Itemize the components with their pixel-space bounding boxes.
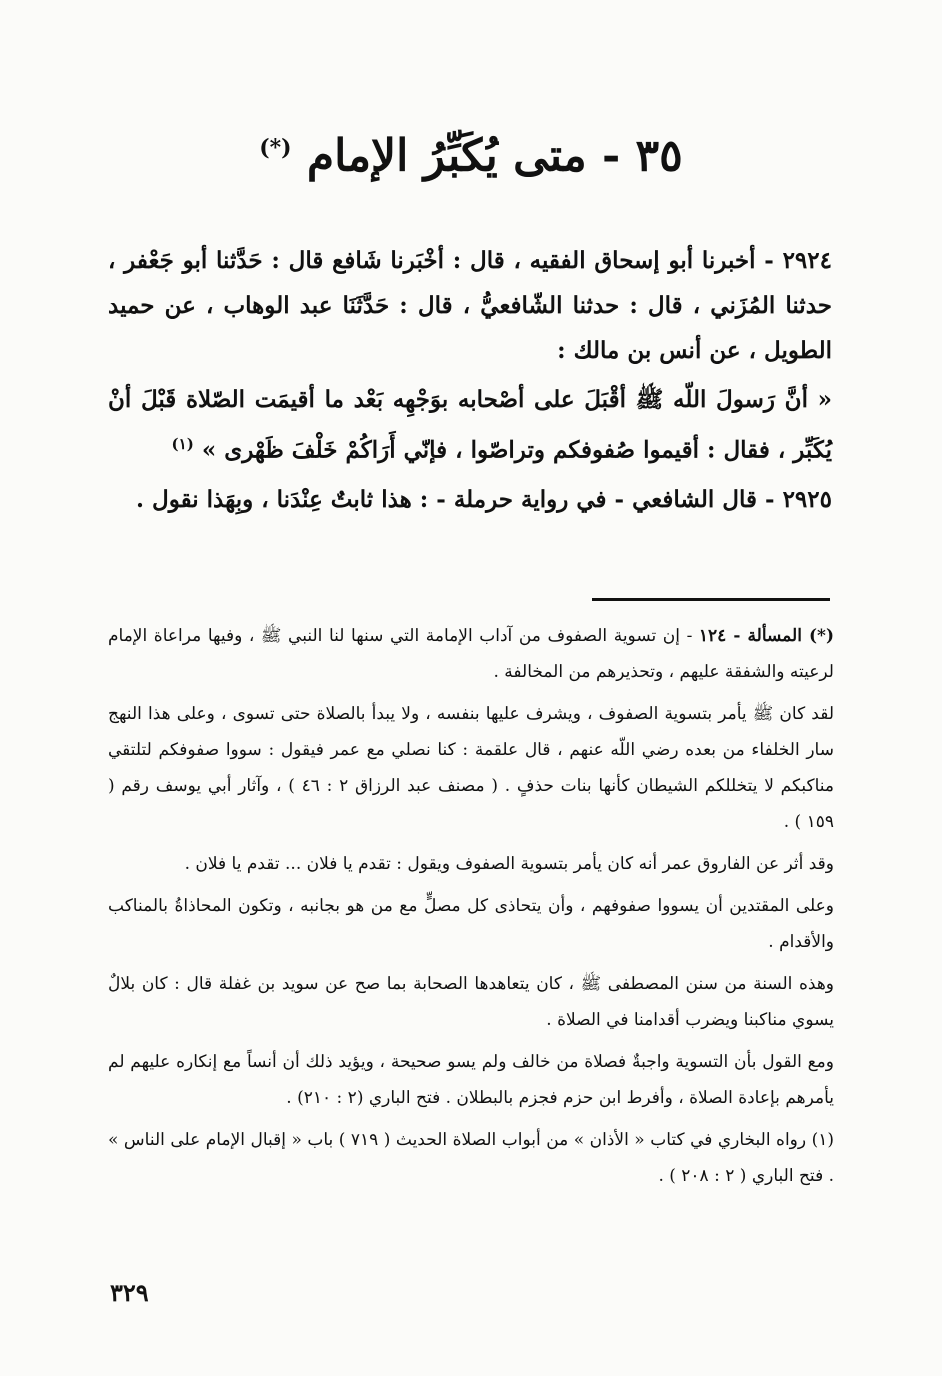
footnote-ref-1: (١) [171, 435, 194, 453]
footnote-paragraph-5: وهذه السنة من سنن المصطفى ﷺ ، كان يتعاهدها الصحابة بما صح عن سويد بن غفلة قال : كان بلالٌ يسوي مناكبنا ويضرب أقدامنا في الصلاة . [108, 974, 834, 1030]
hadith-2925: ٢٩٢٥ - قال الشافعي - في رواية حرملة - : هذا ثابتٌ عِنْدَنا ، وبِهَذا نقول . [135, 485, 832, 513]
footnote-separator [592, 598, 830, 601]
main-text [108, 238, 832, 522]
footnote-paragraph-2: لقد كان ﷺ يأمر بتسوية الصفوف ، ويشرف عليها بنفسه ، ولا يبدأ بالصلاة حتى تسوى ، وعلى هذا النهج سار الخلفاء من بعده رضي اللّه عنهم ، قال علقمة : كنا نصلي مع عمر فيقول : سووا صفوفكم لتلتقي مناكبكم لا يتخللكم الشيطان كأنها بنات حذفٍ . ( مصنف عبد الرزاق ٢ : ٤٦ ) ، وآثار أبي يوسف رقم ( ١٥٩ ) . [108, 704, 834, 832]
hadith-2924-isnad: ٢٩٢٤ - أخبرنا أبو إسحاق الفقيه ، قال : أخْبَرنا شَافع قال : حَدَّثنا أبو جَعْفر ، حدثنا المُزَني ، قال : حدثنا الشّافعيُّ ، قال : حَدَّثَنَا عبد الوهاب ، عن حميد الطويل ، عن أنس بن مالك : [108, 247, 832, 364]
footnote-1: (١) رواه البخاري في كتاب « الأذان » من أبواب الصلاة الحديث ( ٧١٩ ) باب « إقبال الإمام على الناس » . فتح الباري ( ٢ : ٢٠٨ ) . [108, 1130, 834, 1186]
footnote-star-text: - إن تسوية الصفوف من آداب الإمامة التي سنها لنا النبي ﷺ ، وفيها مراعاة الإمام لرعيته والشفقة عليهم ، وتحذيرهم من المخالفة . [108, 626, 834, 682]
footnotes [108, 618, 834, 1194]
page-number: ٣٢٩ [110, 1278, 149, 1307]
footnote-paragraph-3: وقد أثر عن الفاروق عمر أنه كان يأمر بتسوية الصفوف ويقول : تقدم يا فلان ... تقدم يا فلان . [184, 854, 834, 874]
hadith-2924-text: « أنَّ رَسولَ اللّه ﷺ أقْبَلَ على أصْحابه بوَجْهِه بَعْد ما أقيمَت الصّلاة قَبْلَ أنْ يُكَبِّر ، فقال : أقيموا صُفوفكم وتراصّوا ، فإنّي أَرَاكُمْ خَلْفَ ظَهْرى » [108, 386, 832, 464]
footnote-marker: (*) [259, 135, 292, 161]
footnote-paragraph-4: وعلى المقتدين أن يسووا صفوفهم ، وأن يتحاذى كل مصلٍّ مع من هو بجانبه ، وتكون المحاذاةُ بالمناكب والأقدام . [108, 896, 834, 952]
chapter-title: ٣٥ - متى يُكَبِّرُ الإمام [306, 130, 683, 182]
footnote-star-lead: (*) المسألة - ١٢٤ [698, 626, 834, 646]
footnote-star [108, 618, 834, 690]
footnote-paragraph-6: ومع القول بأن التسوية واجبةٌ فصلاة من خالف ولم يسو صحيحة ، ويؤيد ذلك أن أنساً مع إنكاره عليهم لم يأمرهم بإعادة الصلاة ، وأفرط ابن حزم فجزم بالبطلان . فتح الباري (٢ : ٢١٠) . [108, 1052, 834, 1108]
hadith-2924-matn [108, 377, 832, 473]
chapter-heading [0, 118, 942, 187]
